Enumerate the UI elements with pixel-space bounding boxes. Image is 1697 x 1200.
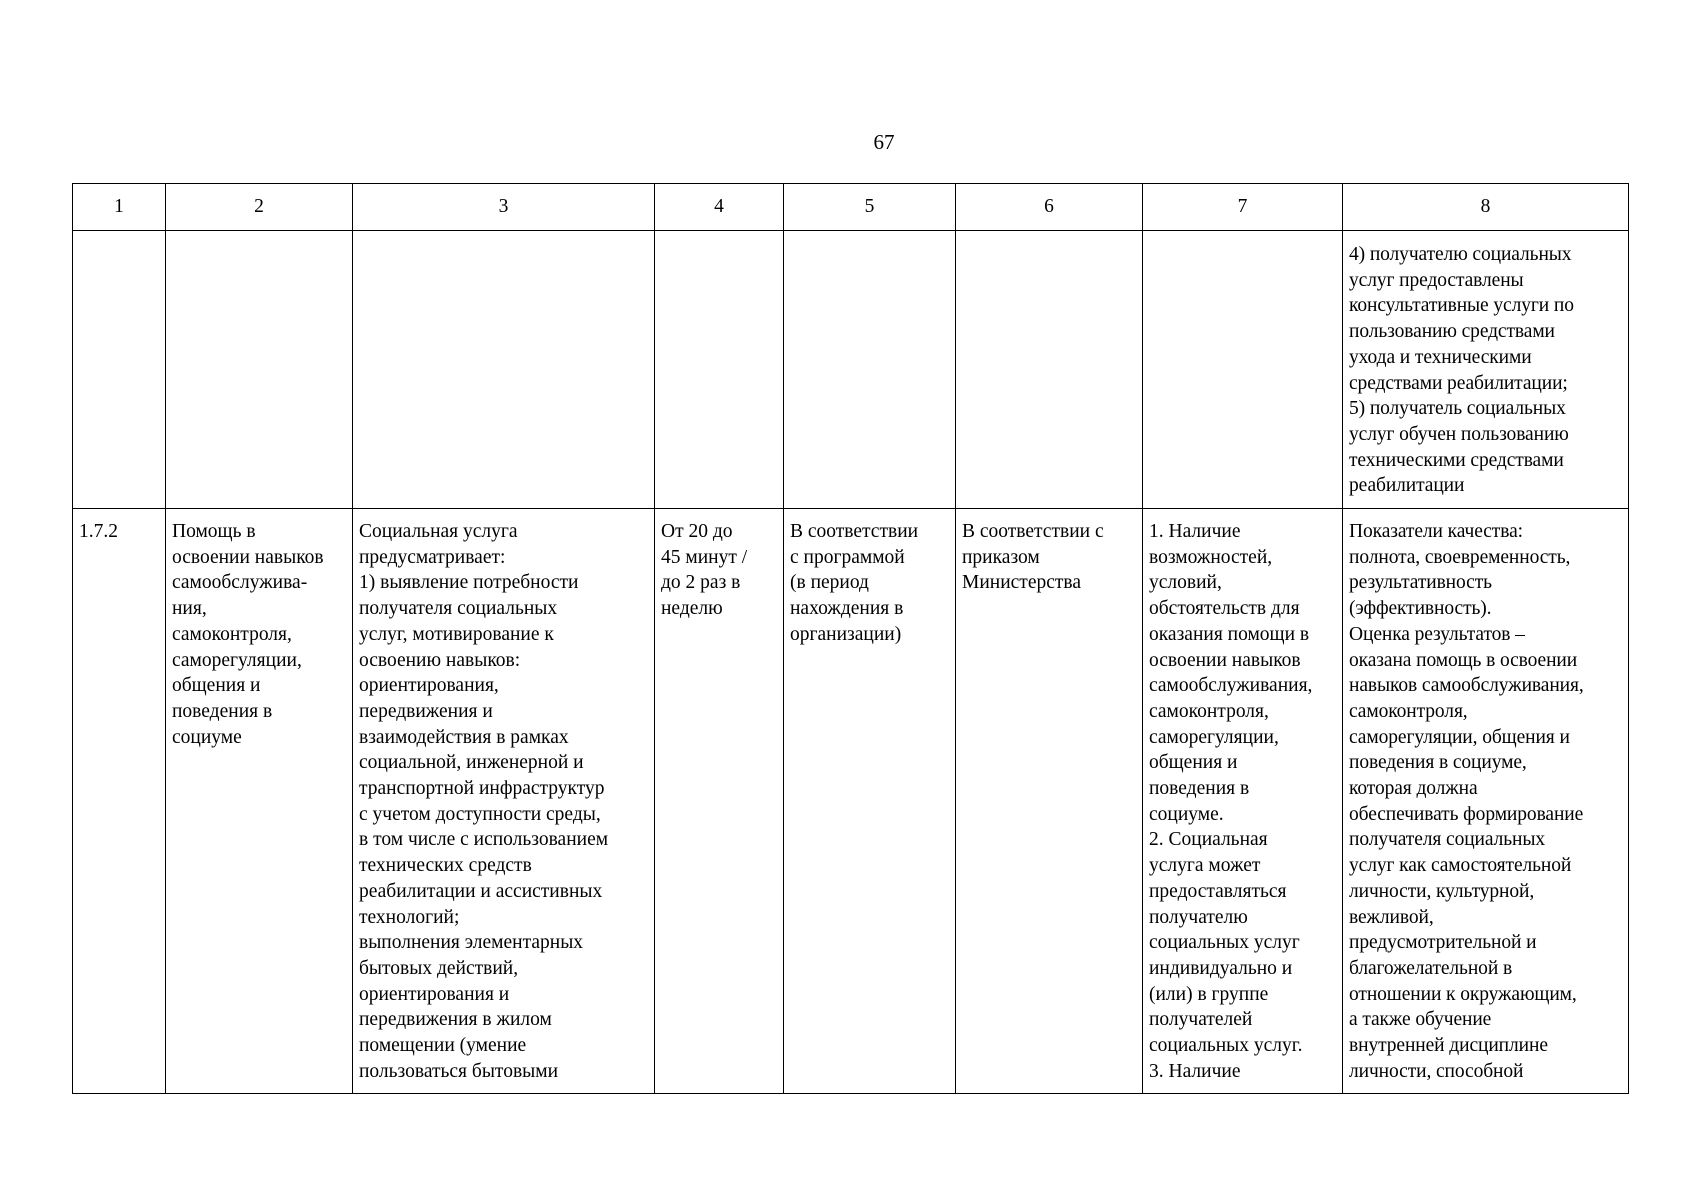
cell-continued-col4 — [655, 231, 784, 509]
text-line: навыков самообслуживания, — [1349, 675, 1584, 697]
text-line: индивидуально и — [1149, 957, 1293, 979]
text-line: получателя социальных — [359, 598, 558, 620]
text-line: 2. Социальная — [1149, 829, 1268, 851]
text-line: отношении к окружающим, — [1349, 983, 1577, 1005]
text-line: пользованию средствами — [1349, 321, 1555, 343]
text-line: помещении (умение — [359, 1035, 527, 1057]
text-line: ния, — [172, 598, 207, 620]
text-line: поведения в — [1149, 778, 1250, 800]
text-line: поведения в — [172, 700, 273, 722]
header-cell-5: 5 — [784, 184, 956, 231]
text-line: (или) в группе — [1149, 983, 1269, 1005]
cell-continued-col5 — [784, 231, 956, 509]
text-line: личности, способной — [1349, 1060, 1524, 1082]
service-frequency-text — [790, 519, 950, 648]
text-line: с учетом доступности среды, — [359, 803, 601, 825]
text-line: социуме. — [1149, 803, 1224, 825]
table-row-continued — [73, 231, 1629, 509]
text-line: технологий; — [359, 906, 460, 928]
text-line: средствами реабилитации; — [1349, 372, 1568, 394]
text-line: От 20 до — [661, 521, 733, 542]
text-line: услуг как самостоятельной — [1349, 855, 1572, 877]
service-quality-text — [1349, 519, 1623, 1084]
cell-service-tariff — [956, 509, 1143, 1094]
header-cell-3: 3 — [353, 184, 655, 231]
text-line: предоставляться — [1149, 880, 1287, 902]
text-line: получателя социальных — [1349, 829, 1546, 851]
text-line: саморегуляции, — [1149, 726, 1279, 748]
table-header-row — [73, 184, 1629, 231]
cell-service-number — [73, 509, 166, 1094]
text-line: предусмотрительной и — [1349, 932, 1537, 954]
text-line: технических средств — [359, 855, 532, 877]
cell-service-description — [353, 509, 655, 1094]
text-line: с программой — [790, 546, 905, 568]
text-line: которая должна — [1349, 778, 1478, 800]
header-cell-7: 7 — [1143, 184, 1343, 231]
text-line: выполнения элементарных — [359, 932, 584, 954]
text-line: Социальная услуга — [359, 521, 518, 542]
header-cell-4: 4 — [655, 184, 784, 231]
text-line: предусматривает: — [359, 546, 506, 568]
text-line: а также обучение — [1349, 1009, 1492, 1031]
text-line: (в период — [790, 572, 869, 594]
text-line: общения и — [172, 675, 261, 697]
text-line: приказом — [962, 546, 1040, 568]
header-cell-2: 2 — [166, 184, 353, 231]
cell-service-conditions — [1143, 509, 1343, 1094]
text-line: саморегуляции, — [172, 649, 302, 671]
text-line: Помощь в — [172, 521, 256, 542]
text-line: внутренней дисциплине — [1349, 1035, 1548, 1057]
text-line: поведения в социуме, — [1349, 752, 1527, 774]
text-line: личности, культурной, — [1349, 880, 1535, 902]
text-line: пользоваться бытовыми — [359, 1060, 559, 1082]
text-line: самоконтроля, — [1149, 700, 1269, 722]
services-table — [72, 183, 1629, 1094]
text-line: освоении навыков — [1149, 649, 1301, 671]
text-line: благожелательной в — [1349, 957, 1513, 979]
text-line: оказания помощи в — [1149, 623, 1310, 645]
text-line: освоении навыков — [172, 546, 324, 568]
text-line: реабилитации — [1349, 475, 1465, 497]
text-line: реабилитации и ассистивных — [359, 880, 603, 902]
cell-continued-col7 — [1143, 231, 1343, 509]
cell-service-name — [166, 509, 353, 1094]
cell-continued-col3 — [353, 231, 655, 509]
text-line: получателю — [1149, 906, 1248, 928]
table-row-1-7-2 — [73, 509, 1629, 1094]
text-line: социальной, инженерной и — [359, 752, 584, 774]
cell-continued-col6 — [956, 231, 1143, 509]
text-line: вежливой, — [1349, 906, 1434, 928]
header-cell-6: 6 — [956, 184, 1143, 231]
text-line: возможностей, — [1149, 546, 1273, 568]
cell-service-quality — [1343, 509, 1629, 1094]
text-line: услуг, мотивирование к — [359, 623, 554, 645]
text-line: В соответствии с — [962, 521, 1104, 542]
text-line: неделю — [661, 598, 723, 620]
text-line: социальных услуг. — [1149, 1035, 1303, 1057]
text-line: самообслужива- — [172, 572, 308, 594]
header-cell-8: 8 — [1343, 184, 1629, 231]
text-line: ухода и техническими — [1349, 346, 1532, 368]
text-line: бытовых действий, — [359, 957, 519, 979]
text-line: услуга может — [1149, 855, 1261, 877]
text-line: условий, — [1149, 572, 1222, 594]
cell-continued-col1 — [73, 231, 166, 509]
service-number: 1.7.2 — [79, 521, 118, 542]
text-line: 4) получателю социальных — [1349, 244, 1572, 265]
header-cell-1: 1 — [73, 184, 166, 231]
service-description-text — [359, 519, 649, 1084]
text-line: услуг предоставлены — [1349, 269, 1524, 291]
text-line: передвижения и — [359, 700, 493, 722]
service-duration-text — [661, 519, 778, 622]
text-line: обстоятельств для — [1149, 598, 1300, 620]
text-line: Показатели качества: — [1349, 521, 1523, 542]
text-line: Министерства — [962, 572, 1082, 594]
text-line: организации) — [790, 623, 902, 645]
text-line: социуме — [172, 726, 242, 748]
text-line: самоконтроля, — [1349, 700, 1468, 722]
cell-continued-col8 — [1343, 231, 1629, 509]
text-line: освоению навыков: — [359, 649, 521, 671]
text-line: В соответствии — [790, 521, 919, 542]
text-line: (эффективность). — [1349, 598, 1492, 620]
service-tariff-text — [962, 519, 1137, 596]
cell-continued-col8-text — [1349, 242, 1623, 499]
text-line: нахождения в — [790, 598, 904, 620]
text-line: ориентирования, — [359, 675, 499, 697]
text-line: получателей — [1149, 1009, 1253, 1031]
text-line: 3. Наличие — [1149, 1060, 1241, 1082]
text-line: общения и — [1149, 752, 1238, 774]
text-line: самообслуживания, — [1149, 675, 1313, 697]
text-line: 1) выявление потребности — [359, 572, 579, 594]
text-line: 5) получатель социальных — [1349, 398, 1566, 420]
text-line: 1. Наличие — [1149, 521, 1241, 542]
text-line: самоконтроля, — [172, 623, 292, 645]
text-line: обеспечивать формирование — [1349, 803, 1584, 825]
page-number: 67 — [873, 130, 895, 154]
text-line: саморегуляции, общения и — [1349, 726, 1570, 748]
text-line: услуг обучен пользованию — [1349, 423, 1569, 445]
text-line: результативность — [1349, 572, 1492, 594]
text-line: в том числе с использованием — [359, 829, 609, 851]
text-line: передвижения в жилом — [359, 1009, 552, 1031]
text-line: консультативные услуги по — [1349, 295, 1574, 317]
cell-service-frequency — [784, 509, 956, 1094]
service-conditions-text — [1149, 519, 1337, 1084]
text-line: оказана помощь в освоении — [1349, 649, 1578, 671]
service-name-text — [172, 519, 347, 750]
text-line: социальных услуг — [1149, 932, 1300, 954]
text-line: 45 минут / — [661, 546, 748, 568]
cell-service-duration — [655, 509, 784, 1094]
text-line: до 2 раз в — [661, 572, 741, 594]
text-line: техническими средствами — [1349, 449, 1564, 471]
text-line: ориентирования и — [359, 983, 510, 1005]
cell-continued-col2 — [166, 231, 353, 509]
text-line: Оценка результатов – — [1349, 623, 1525, 645]
text-line: транспортной инфраструктур — [359, 778, 605, 800]
text-line: взаимодействия в рамках — [359, 726, 569, 748]
text-line: полнота, своевременность, — [1349, 546, 1571, 568]
